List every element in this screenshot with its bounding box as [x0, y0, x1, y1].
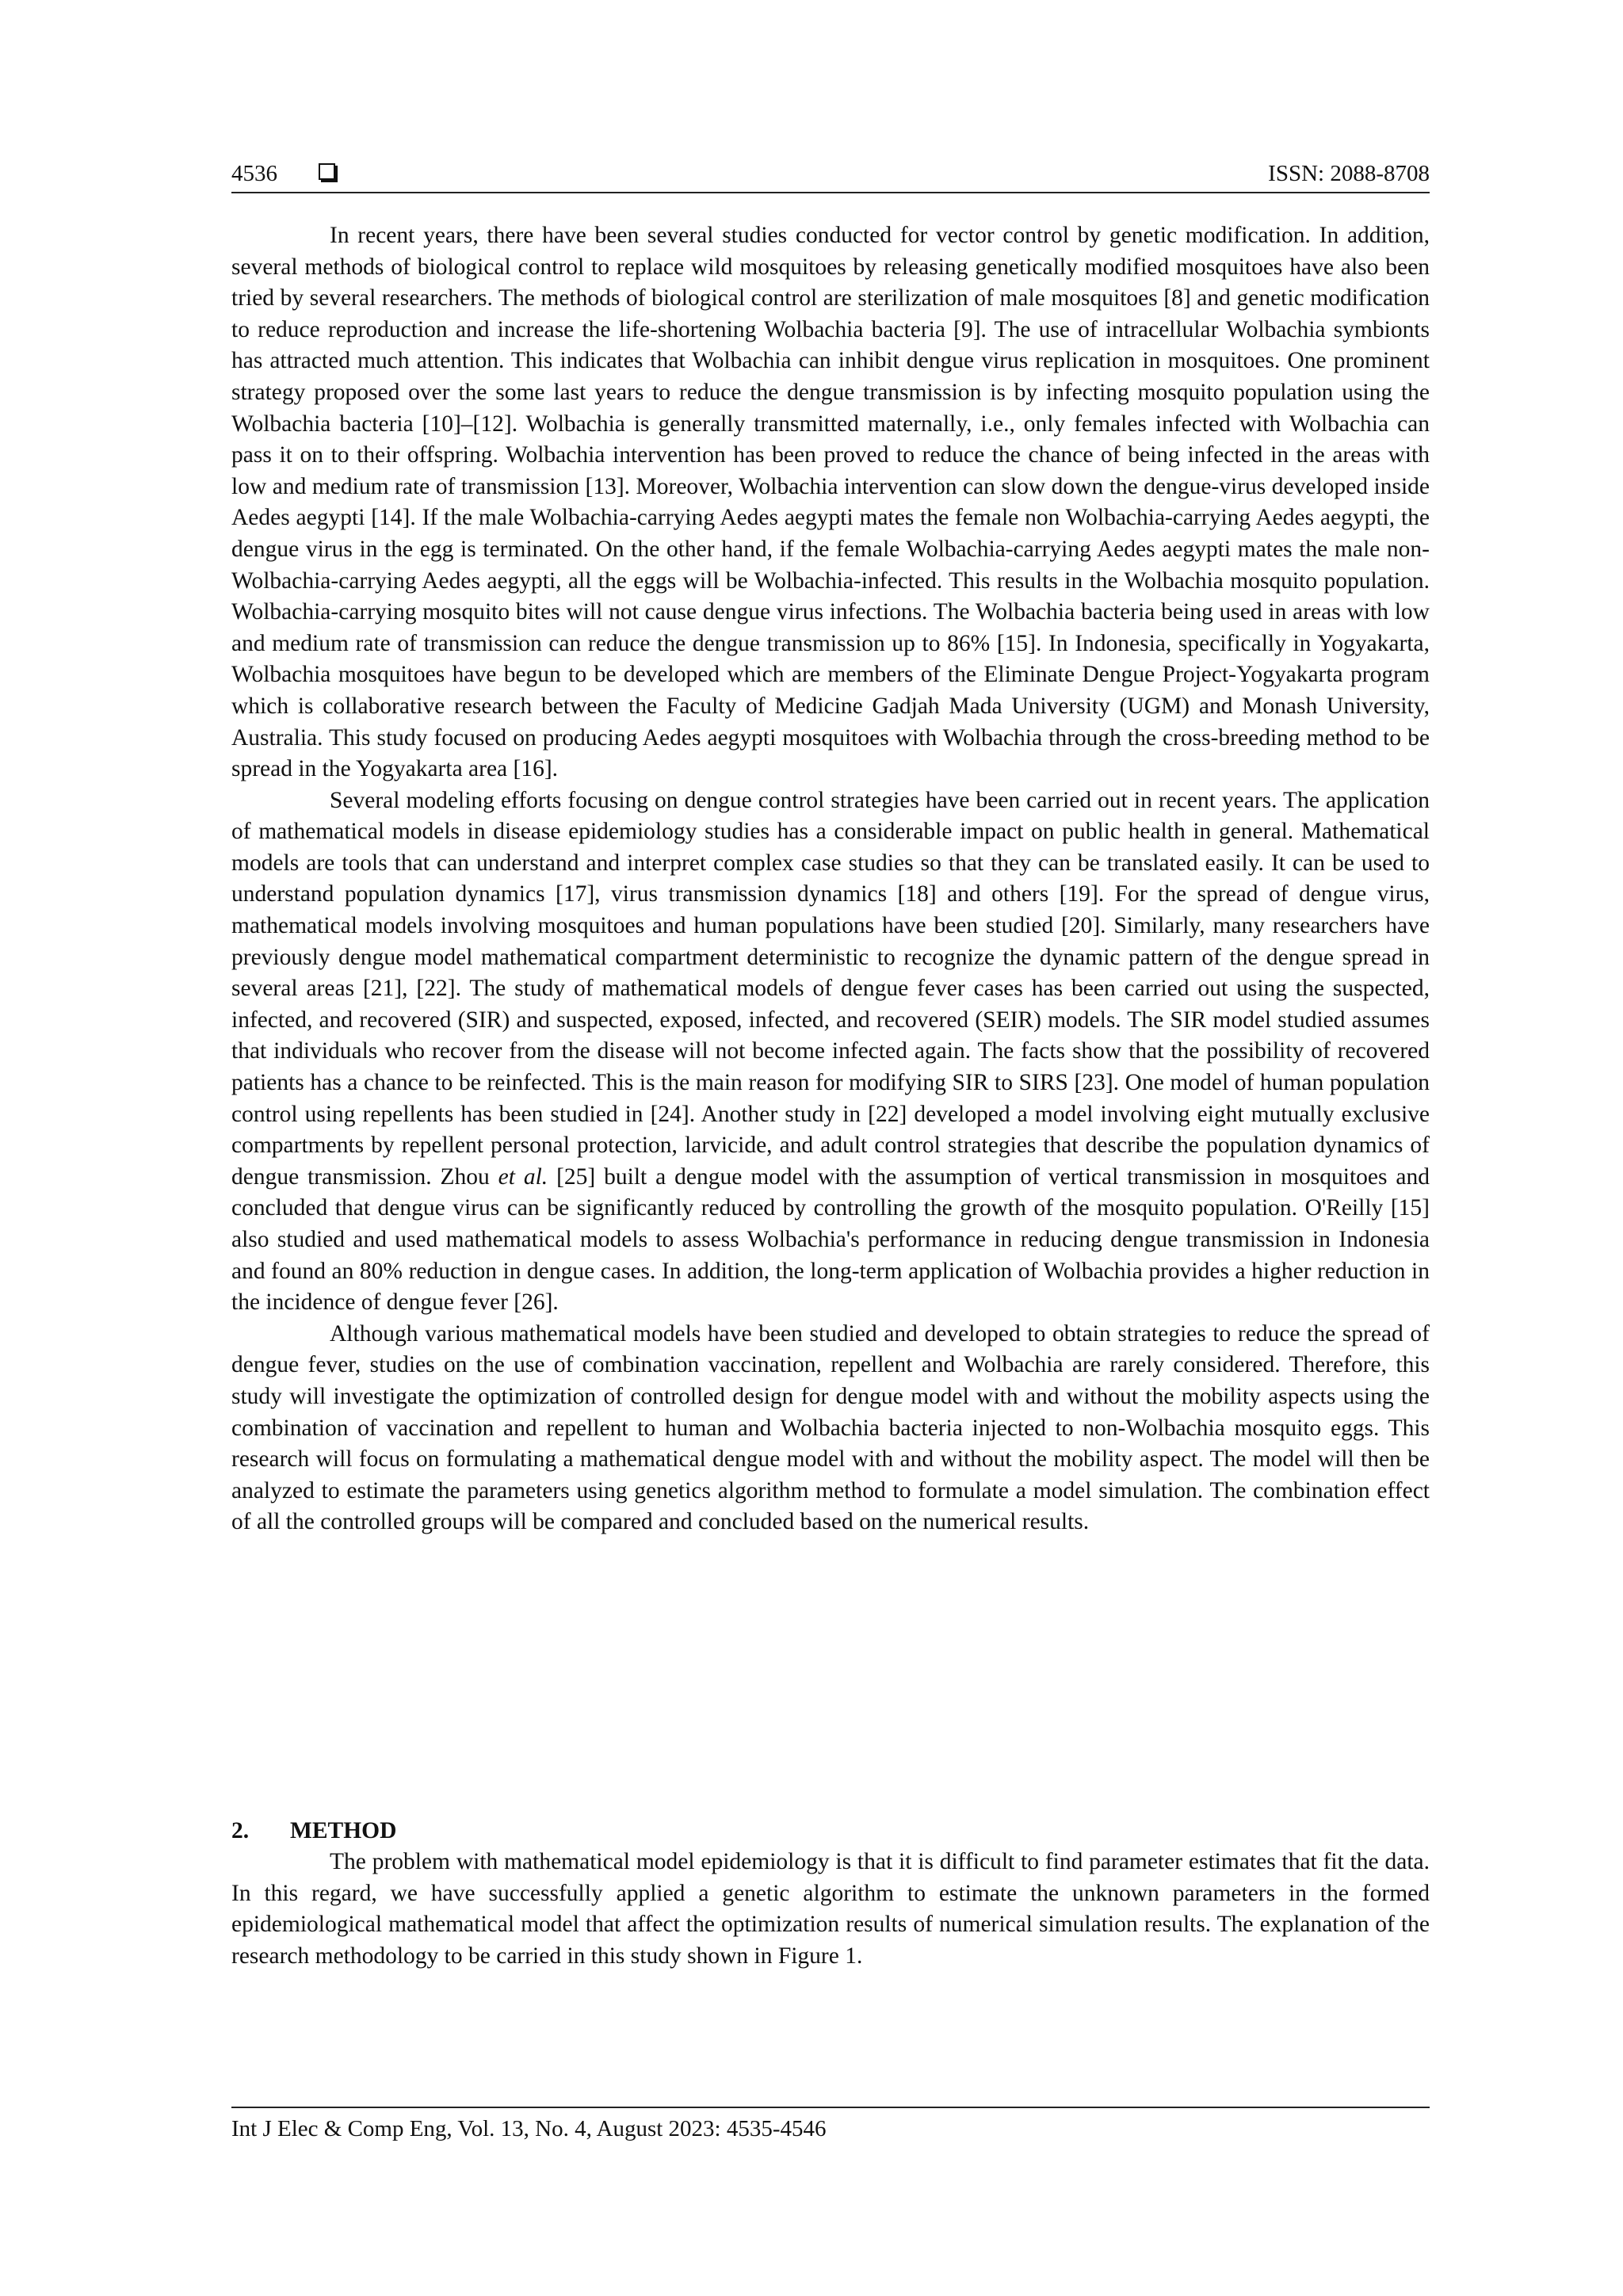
paragraph — [231, 785, 1430, 1319]
introduction-body — [231, 220, 1430, 1538]
paragraph-text: Several modeling efforts focusing on dengue control strategies have been carried out in recent years. The application of mathematical models in disease epidemiology studies has a considerable impact on public health in general. Mathematical models are tools that can understand and interpret complex case studies so that they can be translated easily. It can be used to understand population dynamics [17], virus transmission dynamics [18] and others [19]. For the spread of dengue virus, mathematical models involving mosquitoes and human populations have been studied [20]. Similarly, many researchers have previously dengue model mathematical compartment deterministic to recognize the dynamic pattern of the dengue spread in several areas [21], [22]. The study of mathematical models of dengue fever cases has been carried out using the suspected, infected, and recovered (SIR) and suspected, exposed, infected, and recovered (SEIR) models. The SIR model studied assumes that individuals who recover from the disease will not become infected again. The facts show that the possibility of recovered patients has a chance to be reinfected. This is the main reason for modifying SIR to SIRS [23]. One model of human population control using repellents has been studied in [24]. Another study in [22] developed a model involving eight mutually exclusive compartments by repellent personal protection, larvicide, and adult control strategies that describe the population dynamics of dengue transmission. Zhou — [231, 787, 1430, 1190]
journal-citation: Int J Elec & Comp Eng, Vol. 13, No. 4, August 2023: 4535-4546 — [231, 2116, 827, 2141]
section-number: 2. — [231, 1818, 250, 1843]
method-body — [231, 1847, 1430, 1972]
paragraph-text-italic: et al. — [498, 1163, 548, 1190]
journal-page — [231, 0, 1430, 2296]
issn-label: ISSN: 2088-8708 — [1268, 161, 1430, 186]
paragraph — [231, 1319, 1430, 1538]
section-heading — [231, 1815, 1430, 1847]
paragraph-text: Although various mathematical models have been studied and developed to obtain strategies to reduce the spread of dengue fever, studies on the use of combination vaccination, repellent and Wolbachia are rarely considered. Therefore, this study will investigate the optimization of controlled design for dengue model with and without the mobility aspects using the combination of vaccination and repellent to human and Wolbachia bacteria injected to non-Wolbachia mosquito eggs. This research will focus on formulating a mathematical dengue model with and without the mobility aspect. The model will then be analyzed to estimate the parameters using genetics algorithm method to formulate a model simulation. The combination effect of all the controlled groups will be compared and concluded based on the numerical results. — [231, 1320, 1430, 1535]
running-footer — [231, 2107, 1430, 2145]
paragraph-text: [25] built a dengue model with the assumption of vertical transmission in mosquitoes and concluded that dengue virus can be significantly reduced by controlling the growth of the mosquito population. O'Reilly [15] also studied and used mathematical models to assess Wolbachia's performance in reducing dengue transmission in Indonesia and found an 80% reduction in dengue cases. In addition, the long-term application of Wolbachia provides a higher reduction in the incidence of dengue fever [26]. — [231, 1163, 1430, 1316]
paragraph — [231, 1847, 1430, 1972]
paragraph-text: The problem with mathematical model epidemiology is that it is difficult to find parameter estimates that fit the data. In this regard, we have successfully applied a genetic algorithm to estimate the unknown parameters in the formed epidemiological mathematical model that affect the optimization results of numerical simulation results. The explanation of the research methodology to be carried in this study shown in Figure 1. — [231, 1849, 1430, 1969]
page-number: 4536 — [231, 161, 277, 186]
running-header — [231, 155, 1430, 193]
section-title: METHOD — [290, 1818, 397, 1843]
square-bullet-icon — [319, 163, 335, 180]
paragraph-text: In recent years, there have been several studies conducted for vector control by genetic modification. In addition, several methods of biological control to replace wild mosquitoes by releasing genetically modified mosquitoes have also been tried by several researchers. The methods of biological control are sterilization of male mosquitoes [8] and genetic modification to reduce reproduction and increase the life-shortening Wolbachia bacteria [9]. The use of intracellular Wolbachia symbionts has attracted much attention. This indicates that Wolbachia can inhibit dengue virus replication in mosquitoes. One prominent strategy proposed over the some last years to reduce the dengue transmission is by infecting mosquito population using the Wolbachia bacteria [10]–[12]. Wolbachia is generally transmitted maternally, i.e., only females infected with Wolbachia can pass it on to their offspring. Wolbachia intervention has been proved to reduce the chance of being infected in the areas with low and medium rate of transmission [13]. Moreover, Wolbachia intervention can slow down the dengue-virus developed inside Aedes aegypti [14]. If the male Wolbachia-carrying Aedes aegypti mates the female non Wolbachia-carrying Aedes aegypti, the dengue virus in the egg is terminated. On the other hand, if the female Wolbachia-carrying Aedes aegypti mates the male non-Wolbachia-carrying Aedes aegypti, all the eggs will be Wolbachia-infected. This results in the Wolbachia mosquito population. Wolbachia-carrying mosquito bites will not cause dengue virus infections. The Wolbachia bacteria being used in areas with low and medium rate of transmission can reduce the dengue transmission up to 86% [15]. In Indonesia, specifically in Yogyakarta, Wolbachia mosquitoes have begun to be developed which are members of the Eliminate Dengue Project-Yogyakarta program which is collaborative research between the Faculty of Medicine Gadjah Mada University (UGM) and Monash University, Australia. This study focused on producing Aedes aegypti mosquitoes with Wolbachia through the cross-breeding method to be spread in the Yogyakarta area [16]. — [231, 223, 1430, 782]
paragraph — [231, 220, 1430, 785]
